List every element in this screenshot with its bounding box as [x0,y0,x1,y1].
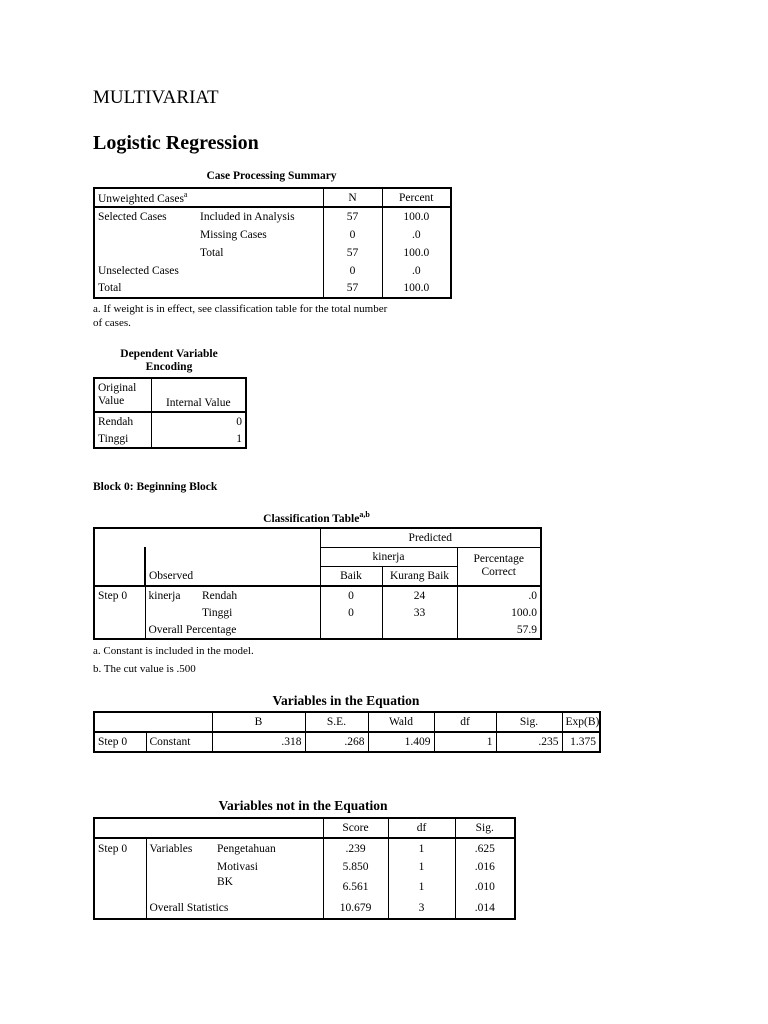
cell-wald: 1.409 [368,732,434,752]
vars-not-in-eq-title: Variables not in the Equation [218,798,388,813]
tinggi-label: Tinggi [199,604,320,622]
cell-kurang-baik: 33 [382,604,457,622]
cell-n: 57 [323,207,382,226]
motivasi-label: Motivasi [214,858,323,876]
cell-percent: 100.0 [403,211,430,223]
internal-value-header: Internal Value [165,397,231,409]
cell-df: 1 [388,876,455,898]
included-label: Included in Analysis [197,207,323,226]
unweighted-cases-header: Unweighted Cases$^a$ [94,188,323,207]
cell-df: 1 [434,732,496,752]
total-sub-label: Total [197,244,323,262]
step-label: Step 0 [94,586,145,604]
kinerja-header: kinerja [320,547,457,566]
cell-sig: .235 [496,732,562,752]
original-value-header: Original Value [94,378,151,412]
block-title: Block 0: Beginning Block [93,481,218,493]
unselected-cases-label: Unselected Cases [94,262,323,279]
cell-se: .268 [305,732,368,752]
case-processing-table [93,187,452,299]
expb-header: Exp(B) [565,716,600,728]
overall-percentage-label: Overall Percentage [145,622,320,639]
score-header: Score [323,818,388,838]
cell-pct: .0 [528,589,538,602]
cell-n: 0 [323,226,382,244]
se-header: S.E. [305,712,368,732]
cell-percent: .0 [411,229,421,241]
cell-expb: 1.375 [570,736,596,748]
df-header: df [388,818,455,838]
step-label: Step 0 [94,838,146,858]
cell-score: 6.561 [323,876,388,898]
vars-in-eq-title: Variables in the Equation [272,693,420,708]
case-processing-title: Case Processing Summary [206,170,337,182]
document-heading: MULTIVARIAT [93,87,219,108]
cell-sig: .625 [474,842,495,855]
cell-score: .239 [323,838,388,858]
cell-n: 57 [323,244,382,262]
missing-label: Missing Cases [197,226,323,244]
encoding-original: Tinggi [94,431,151,448]
cell-n: 0 [323,262,382,279]
classification-footnotes: a. Constant is included in the model. b. The cut value is .500 [93,645,254,675]
sig-header: Sig. [475,822,494,834]
constant-label: Constant [146,732,212,752]
cell-df: 1 [388,838,455,858]
classification-table [93,527,542,640]
case-processing-footnote: a. If weight is in effect, see classification table for the total number of cases. [93,303,388,329]
cell-percent: 100.0 [403,282,430,294]
cell-percent: 100.0 [403,247,430,259]
step-label: Step 0 [94,732,146,752]
df-header: df [434,712,496,732]
cell-kurang-baik: 24 [382,586,457,604]
kurang-baik-header: Kurang Baik [382,566,457,586]
vars-not-in-eq-table [93,817,516,920]
classification-title: Classification Table$^{a,b}$ [263,510,370,525]
pengetahuan-label: Pengetahuan [214,838,323,858]
n-header: N [323,188,382,207]
percent-header: Percent [399,191,434,204]
variables-label: Variables [149,842,193,855]
cell-df: 1 [388,858,455,876]
overall-pct: 57.9 [516,624,538,636]
overall-statistics-label: Overall Statistics [146,898,323,919]
selected-cases-label: Selected Cases [98,211,167,223]
cell-baik: 0 [320,604,382,622]
vars-in-eq-table [93,711,601,753]
cell-baik: 0 [320,586,382,604]
baik-header: Baik [320,566,382,586]
cell-b: .318 [212,732,305,752]
observed-header: Observed [145,566,320,586]
predicted-header: Predicted [320,528,541,547]
cell-sig: .014 [474,902,495,914]
cell-df: 3 [388,898,455,919]
cell-pct: 100.0 [511,607,538,619]
encoding-internal: 1 [236,433,242,445]
cell-sig: .010 [474,881,495,893]
cell-percent: .0 [411,264,421,277]
cell-score: 5.850 [323,858,388,876]
b-header: B [212,712,305,732]
percentage-correct-header: Percentage Correct [473,553,524,579]
rendah-label: Rendah [199,586,320,604]
sig-header: Sig. [496,712,562,732]
bk-label: BK [214,876,323,898]
cell-n: 57 [323,279,382,298]
total-label: Total [94,279,323,298]
encoding-original: Rendah [94,412,151,431]
kinerja-row-label: kinerja [148,589,181,602]
encoding-title: Dependent Variable Encoding [120,348,218,373]
cell-score: 10.679 [323,898,388,919]
encoding-table [93,377,247,449]
section-title: Logistic Regression [93,132,259,154]
encoding-internal: 0 [236,416,242,428]
wald-header: Wald [368,712,434,732]
cell-sig: .016 [474,861,495,873]
